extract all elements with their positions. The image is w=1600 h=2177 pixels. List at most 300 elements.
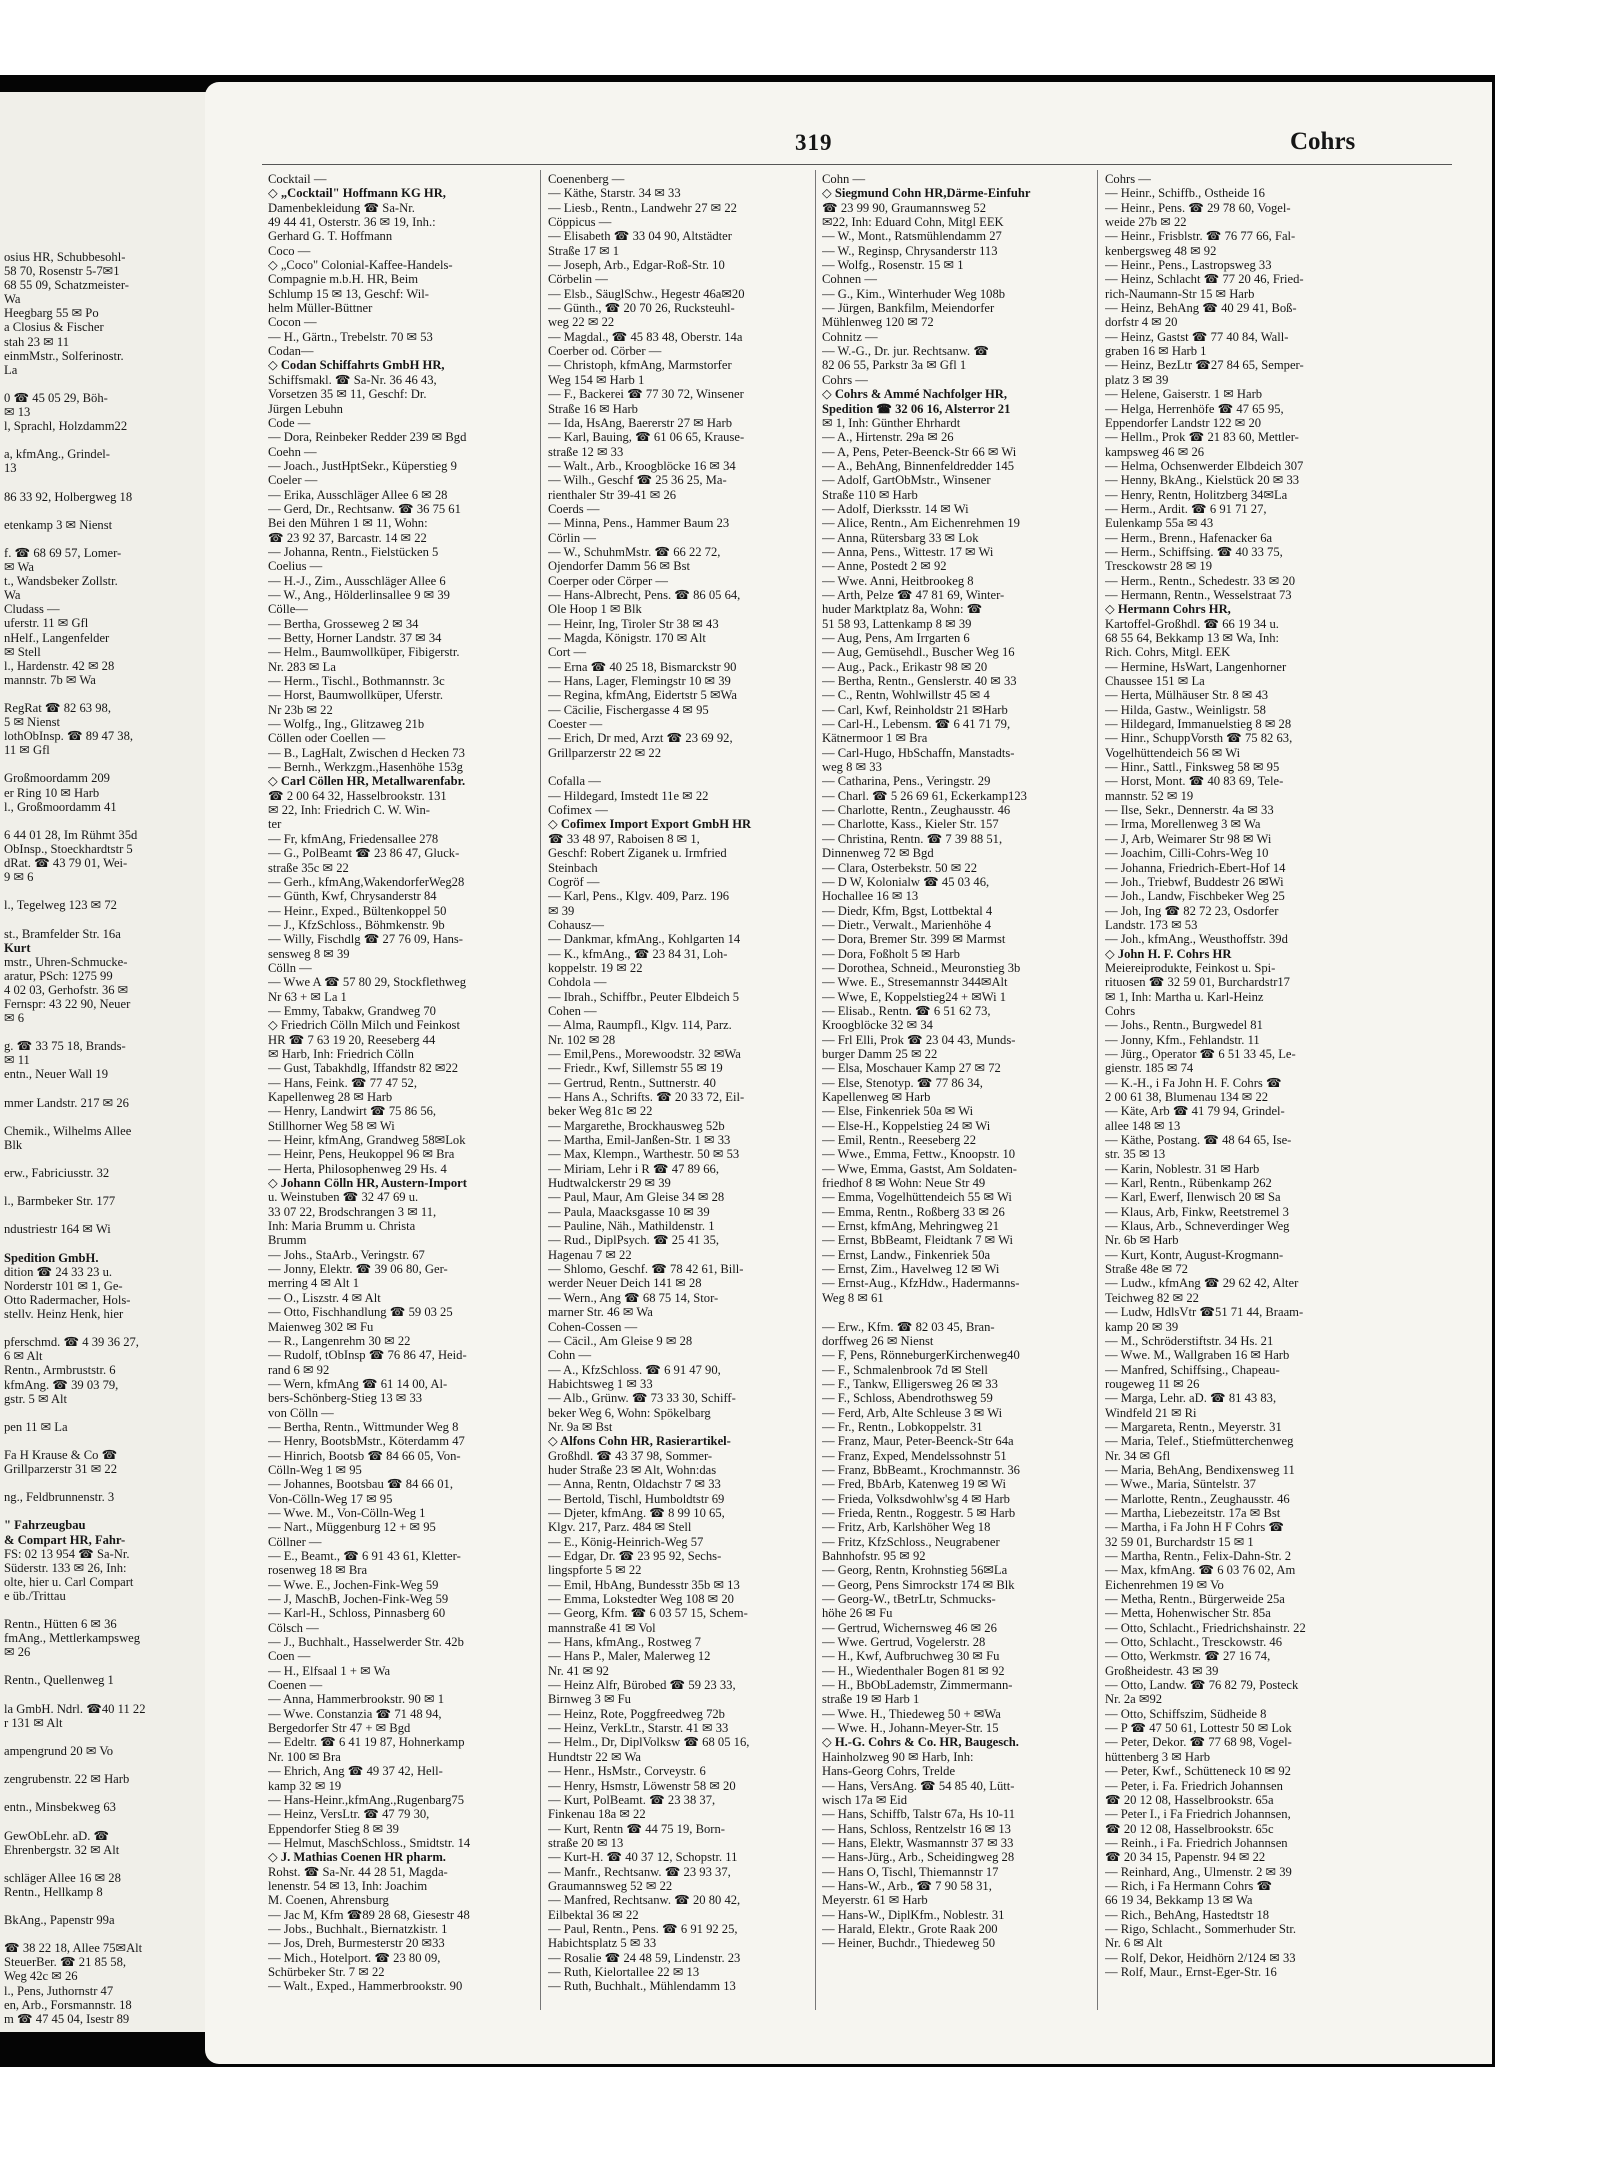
directory-entry-line bbox=[4, 1476, 214, 1490]
directory-entry-line: 51 58 93, Lattenkamp 8 ✉ 39 bbox=[822, 616, 972, 631]
directory-entry-line: — Kurt, Rentn ☎ 44 75 19, Born- bbox=[548, 1821, 725, 1836]
directory-entry-line: ✉ 6 bbox=[4, 1011, 24, 1026]
directory-entry-line: Codan— bbox=[268, 344, 314, 359]
directory-entry-line: Chaussee 151 ✉ La bbox=[1105, 674, 1205, 689]
directory-entry-line: Cölle— bbox=[268, 602, 308, 617]
directory-entry-line bbox=[4, 1237, 214, 1251]
directory-entry-line: Nr. 6 ✉ Alt bbox=[1105, 1936, 1163, 1951]
directory-entry-line: Großmoordamm 209 bbox=[4, 771, 110, 786]
directory-entry-line: — Miriam, Lehr i R ☎ 47 89 66, bbox=[548, 1161, 719, 1176]
directory-entry-line: — Charl. ☎ 5 26 69 61, Eckerkamp123 bbox=[822, 788, 1027, 803]
directory-entry-line: straße 20 ✉ 13 bbox=[548, 1835, 624, 1850]
directory-entry-line: — Jos, Dreh, Burmesterstr 20 ✉33 bbox=[268, 1936, 445, 1951]
directory-entry-line: pen 11 ✉ La bbox=[4, 1419, 68, 1434]
directory-entry-line: hüttenberg 3 ✉ Harb bbox=[1105, 1749, 1211, 1764]
directory-entry-line: — Horst, Mont. ☎ 40 83 69, Tele- bbox=[1105, 774, 1284, 789]
directory-entry-line: — Ehrich, Ang ☎ 49 37 42, Hell- bbox=[268, 1764, 443, 1779]
directory-entry-line bbox=[4, 1730, 214, 1744]
directory-entry-line: Cohrs — bbox=[1105, 172, 1151, 186]
directory-entry-line: — Marga, Lehr. aD. ☎ 81 43 83, bbox=[1105, 1391, 1277, 1406]
directory-entry-line bbox=[4, 1927, 214, 1941]
directory-entry-line: — Hans-W., DiplKfm., Noblestr. 31 bbox=[822, 1907, 1005, 1922]
directory-entry-line: entn., Neuer Wall 19 bbox=[4, 1067, 109, 1082]
directory-entry-line: kenbergsweg 48 ✉ 92 bbox=[1105, 243, 1217, 258]
directory-entry-line: Hochallee 16 ✉ 13 bbox=[822, 889, 919, 904]
directory-entry-line: — Heinz, BezLtr ☎27 84 65, Semper- bbox=[1105, 358, 1304, 373]
directory-entry-line: Hundtstr 22 ✉ Wa bbox=[548, 1749, 641, 1764]
directory-entry-line: — W.-G., Dr. jur. Rechtsanw. ☎ bbox=[822, 344, 990, 359]
directory-entry-line: — Martha, Liebezeitstr. 17a ✉ Bst bbox=[1105, 1505, 1281, 1520]
directory-entry-line: ◇ „Coco" Colonial-Kaffee-Handels- bbox=[268, 258, 453, 273]
directory-entry-line: Habichtsweg 1 ✉ 33 bbox=[548, 1376, 653, 1391]
directory-entry-line: — Joh., Triebwf, Buddestr 26 ✉Wi bbox=[1105, 874, 1284, 889]
directory-entry-line: — Ruth, Kielortallee 22 ✉ 13 bbox=[548, 1964, 700, 1979]
directory-entry-line: Geschf: Robert Ziganek u. Irmfried bbox=[548, 846, 727, 861]
directory-entry-line: — Dora, Foßholt 5 ✉ Harb bbox=[822, 946, 960, 961]
directory-entry-line: 86 33 92, Holbergweg 18 bbox=[4, 489, 133, 504]
directory-entry-line: — Magdal., ☎ 45 83 48, Oberstr. 14a bbox=[548, 329, 743, 344]
directory-entry-line: — Shlomo, Geschf. ☎ 78 42 61, Bill- bbox=[548, 1262, 744, 1277]
directory-entry-line: — Rosalie ☎ 24 48 59, Lindenstr. 23 bbox=[548, 1950, 741, 1965]
directory-entry-line: — Fritz, Arb, Karlshöher Weg 18 bbox=[822, 1520, 991, 1535]
directory-entry-line: — Jürg., Operator ☎ 6 51 33 45, Le- bbox=[1105, 1046, 1296, 1061]
directory-entry-line: — Liesb., Rentn., Landwehr 27 ✉ 22 bbox=[548, 200, 737, 215]
directory-entry-line: Hudtwalckerstr 29 ✉ 39 bbox=[548, 1176, 671, 1191]
directory-entry-line: — Hans, VersAng. ☎ 54 85 40, Lütt- bbox=[822, 1778, 1015, 1793]
directory-entry-line: Coeler — bbox=[268, 473, 318, 488]
directory-entry-line: 6 44 01 28, Im Rühmt 35d bbox=[4, 827, 138, 842]
directory-entry-line: — Ludw, HdlsVtr ☎51 71 44, Braam- bbox=[1105, 1305, 1304, 1320]
directory-entry-line: sensweg 8 ✉ 39 bbox=[268, 946, 350, 961]
directory-entry-line: — Hinr., SchuppVorsth ☎ 75 82 63, bbox=[1105, 731, 1293, 746]
directory-entry-line: dorfstr 4 ✉ 20 bbox=[1105, 315, 1178, 330]
directory-entry-line: — G., PolBeamt ☎ 23 86 47, Gluck- bbox=[268, 846, 460, 861]
directory-entry-line: Landstr. 173 ✉ 53 bbox=[1105, 917, 1198, 932]
directory-entry-line: Cofalla — bbox=[548, 774, 601, 789]
directory-entry-line bbox=[4, 912, 214, 926]
directory-entry-line: — Hermann, Rentn., Wesselstraat 73 bbox=[1105, 587, 1292, 602]
directory-entry-line: rituosen ☎ 32 59 01, Burchardstr17 bbox=[1105, 975, 1290, 990]
directory-entry-line: m ☎ 47 45 04, Isestr 89 bbox=[4, 2011, 130, 2026]
directory-entry-line: — C., Rentn, Wohlwillstr 45 ✉ 4 bbox=[822, 688, 990, 703]
directory-entry-line bbox=[4, 1688, 214, 1702]
directory-entry-line: — Peter, Kwf., Schütteneck 10 ✉ 92 bbox=[1105, 1764, 1291, 1779]
directory-entry-line: Cohrs — bbox=[822, 372, 868, 387]
directory-entry-line: — Dankmar, kfmAng., Kohlgarten 14 bbox=[548, 932, 741, 947]
directory-entry-line: — Wolfg., Rosenstr. 15 ✉ 1 bbox=[822, 258, 964, 273]
directory-entry-line: a, kfmAng., Grindel- bbox=[4, 447, 110, 462]
directory-entry-line: Nr 23b ✉ 22 bbox=[268, 702, 333, 717]
directory-entry-line: friedhof 8 ✉ Wohn: Neue Str 49 bbox=[822, 1176, 986, 1191]
directory-entry-line: — Dorothea, Schneid., Meuronstieg 3b bbox=[822, 960, 1021, 975]
directory-entry-line: — Hilda, Gastw., Weinligstr. 58 bbox=[1105, 702, 1266, 717]
directory-entry-line: e üb./Trittau bbox=[4, 1588, 66, 1603]
directory-entry-line: ◇ Codan Schiffahrts GmbH HR, bbox=[268, 358, 445, 373]
directory-entry-line: lenenstr. 54 ✉ 13, Inh: Joachim bbox=[268, 1878, 428, 1893]
directory-entry-line: Weg 8 ✉ 61 bbox=[822, 1290, 884, 1305]
directory-entry-line: — F., Schloss, Abendrothsweg 59 bbox=[822, 1391, 993, 1406]
directory-entry-line: Maienweg 302 ✉ Fu bbox=[268, 1319, 374, 1334]
directory-entry-line: — Rolf, Maur., Ernst-Eger-Str. 16 bbox=[1105, 1964, 1277, 1979]
directory-entry-line: Rentn., Hellkamp 8 bbox=[4, 1884, 103, 1899]
directory-entry-line: — Christoph, kfmAng, Marmstorfer bbox=[548, 358, 732, 373]
directory-entry-line: Weg 154 ✉ Harb 1 bbox=[548, 372, 645, 387]
directory-entry-line: Nr. 41 ✉ 92 bbox=[548, 1663, 609, 1678]
directory-entry-line: SteuerBer. ☎ 21 85 58, bbox=[4, 1955, 127, 1970]
directory-entry-line: — Rolf, Dekor, Heidhörn 2/124 ✉ 33 bbox=[1105, 1950, 1296, 1965]
directory-entry-line: Schiffsmakl. ☎ Sa-Nr. 36 46 43, bbox=[268, 372, 437, 387]
directory-entry-line: Eppendorfer Stieg 8 ✉ 39 bbox=[268, 1821, 399, 1836]
directory-entry-line: — Ernst, Zim., Havelweg 12 ✉ Wi bbox=[822, 1262, 1000, 1277]
directory-entry-line: — Wwe. Gertrud, Vogelerstr. 28 bbox=[822, 1635, 986, 1650]
directory-entry-line: er Ring 10 ✉ Harb bbox=[4, 785, 100, 800]
directory-entry-line: — Else, Finkenriek 50a ✉ Wi bbox=[822, 1104, 974, 1119]
directory-entry-line: 6 ✉ Alt bbox=[4, 1349, 43, 1364]
directory-entry-line: 13 bbox=[4, 461, 17, 476]
directory-entry-line: — H., Kwf, Aufbruchweg 30 ✉ Fu bbox=[822, 1649, 1000, 1664]
directory-entry-line: Nr. 2a ✉92 bbox=[1105, 1692, 1163, 1707]
directory-entry-line: Nr 63 + ✉ La 1 bbox=[268, 989, 347, 1004]
directory-entry-line: — Karl, Ewerf, Ilenwisch 20 ✉ Sa bbox=[1105, 1190, 1281, 1205]
directory-entry-line: — Frl Elli, Prok ☎ 23 04 43, Munds- bbox=[822, 1032, 1016, 1047]
directory-entry-line: — Adolf, GartObMstr., Winsener bbox=[822, 473, 991, 488]
directory-entry-line: huder Marktplatz 8a, Wohn: ☎ bbox=[822, 602, 983, 617]
directory-entry-line: — Heinr., Pens., Lastropsweg 33 bbox=[1105, 258, 1272, 273]
directory-entry-line bbox=[4, 1110, 214, 1124]
directory-entry-line: Cöllner — bbox=[268, 1534, 322, 1549]
directory-entry-line: — Anna, Hammerbrookstr. 90 ✉ 1 bbox=[268, 1692, 444, 1707]
directory-entry-line: stah 23 ✉ 11 bbox=[4, 334, 70, 349]
directory-entry-line: — Karl, Pens., Klgv. 409, Parz. 196 bbox=[548, 889, 730, 904]
directory-entry-line: — Fr, kfmAng, Friedensallee 278 bbox=[268, 831, 439, 846]
directory-entry-line: — Jobs., Buchhalt., Biernatzkistr. 1 bbox=[268, 1921, 448, 1936]
directory-entry-line: olte, hier u. Carl Compart bbox=[4, 1574, 134, 1589]
directory-entry-line: — Karl-H., Schloss, Pinnasberg 60 bbox=[268, 1606, 446, 1621]
directory-entry-line: — Jonny, Kfm., Fehlandstr. 11 bbox=[1105, 1032, 1260, 1047]
directory-entry-line: Bergedorfer Str 47 + ✉ Bgd bbox=[268, 1721, 411, 1736]
directory-entry-line: Cocon — bbox=[268, 315, 317, 330]
directory-entry-line: — Diedr, Kfm, Bgst, Lottbektal 4 bbox=[822, 903, 993, 918]
directory-entry-line: — Heinr., Exped., Bültenkoppel 50 bbox=[268, 903, 447, 918]
directory-entry-line: Inh: Maria Brumm u. Christa bbox=[268, 1219, 416, 1234]
directory-entry-line: Wa bbox=[4, 588, 21, 603]
directory-entry-line bbox=[4, 1180, 214, 1194]
directory-entry-line: — Peter I., i Fa Friedrich Johannsen, bbox=[1105, 1807, 1291, 1822]
directory-entry-line: Cohnen — bbox=[822, 272, 877, 287]
directory-entry-line: etenkamp 3 ✉ Nienst bbox=[4, 517, 113, 532]
directory-entry-line: — Martha, i Fa John H F Cohrs ☎ bbox=[1105, 1520, 1285, 1535]
directory-entry-line: Rentn., Quellenweg 1 bbox=[4, 1673, 114, 1688]
directory-entry-line: M. Coenen, Ahrensburg bbox=[268, 1893, 389, 1908]
directory-entry-line: — Wwe A ☎ 57 80 29, Stockflethweg bbox=[268, 975, 467, 990]
directory-entry-line: Cöppicus — bbox=[548, 215, 612, 230]
directory-entry-line: — Herta, Mülhäuser Str. 8 ✉ 43 bbox=[1105, 688, 1269, 703]
directory-entry-line: — Heinz, Rote, Poggfreedweg 72b bbox=[548, 1706, 725, 1721]
directory-entry-line: — Helmut, MaschSchloss., Smidtstr. 14 bbox=[268, 1835, 471, 1850]
directory-entry-line: Finkenau 18a ✉ 22 bbox=[548, 1807, 646, 1822]
directory-entry-line: ☎ 33 48 97, Raboisen 8 ✉ 1, bbox=[548, 831, 700, 846]
directory-entry-line: — Käte, Arb ☎ 41 79 94, Grindel- bbox=[1105, 1104, 1285, 1119]
directory-entry-line: — Gertrud, Wichernsweg 46 ✉ 26 bbox=[822, 1620, 997, 1635]
directory-entry-line bbox=[4, 1434, 214, 1448]
directory-entry-line: ◇ Cohrs & Ammé Nachfolger HR, bbox=[822, 387, 1008, 402]
directory-entry-line: Kapellenweg 28 ✉ Harb bbox=[268, 1090, 393, 1104]
directory-entry-line: Cludass — bbox=[4, 602, 60, 617]
directory-entry-line: — Wwe. H., Johann-Meyer-Str. 15 bbox=[822, 1721, 999, 1736]
directory-entry-line: — Heiner, Buchdr., Thiedeweg 50 bbox=[822, 1936, 996, 1951]
directory-entry-line: — Helm., Baumwollküper, Fibigerstr. bbox=[268, 645, 460, 660]
directory-entry-line: — Hans, Schiffb, Talstr 67a, Hs 10-11 bbox=[822, 1807, 1016, 1822]
directory-entry-line: kamp 20 ✉ 39 bbox=[1105, 1319, 1179, 1334]
directory-entry-line: — Franz, Maur, Peter-Beenck-Str 64a bbox=[822, 1434, 1014, 1449]
column-divider bbox=[1097, 170, 1098, 2010]
directory-entry-line: — Anna, Rütersbarg 33 ✉ Lok bbox=[822, 530, 979, 545]
directory-entry-line: Schürbeker Str. 7 ✉ 22 bbox=[268, 1964, 385, 1979]
directory-entry-line: von Cölln — bbox=[268, 1405, 334, 1420]
directory-entry-line: dition ☎ 24 33 23 u. bbox=[4, 1264, 113, 1279]
directory-entry-line: — Bernh., Werkzgm.,Hasenhöhe 153g bbox=[268, 760, 463, 775]
directory-entry-line: ObInsp., Stoeckhardtstr 5 bbox=[4, 841, 133, 856]
directory-entry-line: Eppendorfer Landstr 122 ✉ 20 bbox=[1105, 415, 1262, 430]
directory-entry-line: — Wwe., Emma, Fettw., Knoopstr. 10 bbox=[822, 1147, 1016, 1162]
directory-entry-line: — Carl, Kwf, Reinholdstr 21 ✉Harb bbox=[822, 702, 1008, 717]
directory-entry-line: Stillhorner Weg 58 ✉ Wi bbox=[268, 1118, 395, 1133]
directory-entry-line: — A., BehAng, Binnenfeldredder 145 bbox=[822, 458, 1015, 473]
directory-entry-line: — Heinr, Pens, Heukoppel 96 ✉ Bra bbox=[268, 1147, 455, 1162]
directory-entry-line: ampengrund 20 ✉ Vo bbox=[4, 1743, 114, 1758]
directory-entry-line: — Herm., Rentn., Schedestr. 33 ✉ 20 bbox=[1105, 573, 1295, 588]
directory-entry-line: — Betty, Horner Landstr. 37 ✉ 34 bbox=[268, 631, 442, 645]
directory-entry-line: — Clara, Osterbekstr. 50 ✉ 22 bbox=[822, 860, 978, 875]
directory-entry-line: — E., König-Heinrich-Weg 57 bbox=[548, 1534, 704, 1549]
directory-entry-line: — F., Backerei ☎ 77 30 72, Winsener bbox=[548, 387, 744, 402]
directory-entry-line bbox=[4, 1786, 214, 1800]
directory-entry-line: — Hinrich, Bootsb ☎ 84 66 05, Von- bbox=[268, 1448, 461, 1463]
directory-entry-line: — Helga, Herrenhöfe ☎ 47 65 95, bbox=[1105, 401, 1284, 416]
directory-entry-line: — Heinr., Schiffb., Ostheide 16 bbox=[1105, 186, 1265, 201]
directory-entry-line: — Dietr., Verwalt., Marienhöhe 4 bbox=[822, 917, 992, 932]
directory-entry-line: 0 ☎ 45 05 29, Böh- bbox=[4, 390, 108, 405]
directory-entry-line: — Alb., Grünw. ☎ 73 33 30, Schiff- bbox=[548, 1391, 736, 1406]
directory-entry-line: str. 35 ✉ 13 bbox=[1105, 1147, 1166, 1162]
directory-entry-line: — Carl-Hugo, HbSchaffn, Manstadts- bbox=[822, 745, 1015, 760]
directory-entry-line: — Anne, Postedt 2 ✉ 92 bbox=[822, 559, 947, 574]
directory-entry-line: 68 55 64, Bekkamp 13 ✉ Wa, Inh: bbox=[1105, 631, 1280, 645]
directory-entry-line: — Ernst, kfmAng, Mehringweg 21 bbox=[822, 1219, 999, 1234]
directory-entry-line: Coester — bbox=[548, 717, 603, 732]
directory-entry-line: Jürgen Lebuhn bbox=[268, 401, 343, 416]
directory-entry-line: — Manfr., Rechtsanw. ☎ 23 93 37, bbox=[548, 1864, 731, 1879]
directory-entry-line: Spedition GmbH. bbox=[4, 1250, 99, 1265]
directory-entry-line: — Martha, Rentn., Felix-Dahn-Str. 2 bbox=[1105, 1549, 1292, 1563]
directory-entry-line: Rohst. ☎ Sa-Nr. 44 28 51, Magda- bbox=[268, 1864, 448, 1879]
directory-entry-line bbox=[4, 1208, 214, 1222]
directory-entry-line: — Reinh., i Fa. Friedrich Johannsen bbox=[1105, 1835, 1288, 1850]
directory-entry-line: — Hellm., Prok ☎ 21 83 60, Mettler- bbox=[1105, 430, 1299, 445]
directory-entry-line: l, Sprachl, Holzdamm22 bbox=[4, 419, 128, 434]
directory-entry-line: huder Straße 23 ✉ Alt, Wohn:das bbox=[548, 1462, 717, 1477]
directory-entry-line: Coerper oder Cörper — bbox=[548, 573, 668, 588]
directory-entry-line: Cohn — bbox=[822, 172, 866, 186]
directory-entry-line: ✉ 1, Inh: Günther Ehrhardt bbox=[822, 415, 961, 430]
directory-entry-line: — Paul, Maur, Am Gleise 34 ✉ 28 bbox=[548, 1190, 725, 1205]
directory-entry-line: Cölln — bbox=[268, 960, 312, 975]
directory-entry-line: l., Großmoordamm 41 bbox=[4, 799, 117, 814]
directory-entry-line: — Dora, Reinbeker Redder 239 ✉ Bgd bbox=[268, 430, 467, 445]
directory-entry-line: — Nart., Müggenburg 12 + ✉ 95 bbox=[268, 1520, 436, 1535]
directory-entry-line: allee 148 ✉ 13 bbox=[1105, 1118, 1181, 1133]
directory-entry-line: Straße 17 ✉ 1 bbox=[548, 243, 620, 258]
directory-entry-line: — K., kfmAng., ☎ 23 84 31, Loh- bbox=[548, 946, 728, 961]
directory-entry-line: l., Barmbeker Str. 177 bbox=[4, 1194, 116, 1209]
directory-entry-line: — Edeltr. ☎ 6 41 19 87, Hohnerkamp bbox=[268, 1735, 465, 1750]
directory-entry-line: — Helma, Ochsenwerder Elbdeich 307 bbox=[1105, 458, 1304, 473]
directory-entry-line: ◇ Friedrich Cölln Milch und Feinkost bbox=[268, 1018, 460, 1033]
directory-entry-line: — Henry, Hsmstr, Löwenstr 58 ✉ 20 bbox=[548, 1778, 736, 1793]
directory-entry-line: — Fred, BbArb, Katenweg 19 ✉ Wi bbox=[822, 1477, 1006, 1492]
directory-entry-line: Coerds — bbox=[548, 501, 600, 516]
directory-entry-line: — Heinr, Ing, Tiroler Str 38 ✉ 43 bbox=[548, 616, 719, 631]
directory-entry-line: Kartoffel-Großhdl. ☎ 66 19 34 u. bbox=[1105, 616, 1279, 631]
directory-entry-line bbox=[548, 760, 813, 774]
directory-entry-line: Mühlenweg 120 ✉ 72 bbox=[822, 315, 934, 330]
directory-entry-line: ✉ 22, Inh: Friedrich C. W. Win- bbox=[268, 803, 430, 818]
directory-entry-line: ◇ „Cocktail" Hoffmann KG HR, bbox=[268, 186, 446, 201]
directory-entry-line: ✉ Stell bbox=[4, 644, 41, 659]
directory-entry-line: — Carl-H., Lebensm. ☎ 6 41 71 79, bbox=[822, 717, 1011, 732]
directory-entry-line: Meiereiprodukte, Feinkost u. Spi- bbox=[1105, 960, 1276, 975]
directory-entry-line: — Wolfg., Ing., Glitzaweg 21b bbox=[268, 717, 425, 732]
directory-entry-line: straße 12 ✉ 33 bbox=[548, 444, 624, 459]
directory-entry-line: Cörlin — bbox=[548, 530, 596, 545]
directory-entry-line: Coco — bbox=[268, 243, 311, 258]
directory-entry-line: — Adolf, Dierksstr. 14 ✉ Wi bbox=[822, 501, 969, 516]
directory-entry-line: — Helene, Gaiserstr. 1 ✉ Harb bbox=[1105, 387, 1263, 402]
directory-entry-line: marner Str. 46 ✉ Wa bbox=[548, 1305, 653, 1320]
directory-entry-line: l., Hardenstr. 42 ✉ 28 bbox=[4, 658, 115, 673]
directory-entry-line bbox=[4, 1814, 214, 1828]
directory-entry-line: ◇ Cofimex Import Export GmbH HR bbox=[548, 817, 752, 832]
directory-entry-line: — Hinr., Sattl., Finksweg 58 ✉ 95 bbox=[1105, 760, 1280, 775]
directory-entry-line: kfmAng. ☎ 39 03 79, bbox=[4, 1377, 119, 1392]
directory-entry-line: ☎ 23 99 90, Graumannsweg 52 bbox=[822, 200, 986, 215]
directory-entry-line: — Heinz, Schlacht ☎ 77 20 46, Fried- bbox=[1105, 272, 1304, 287]
directory-entry-line: Compagnie m.b.H. HR, Beim bbox=[268, 272, 419, 287]
directory-entry-line: Dinnenweg 72 ✉ Bgd bbox=[822, 846, 934, 861]
directory-entry-line bbox=[4, 814, 214, 828]
directory-entry-line: — Bertha, Rentn., Wittmunder Weg 8 bbox=[268, 1419, 459, 1434]
directory-entry-line bbox=[4, 1659, 214, 1673]
directory-entry-line: — Hans-Albrecht, Pens. ☎ 86 05 64, bbox=[548, 587, 741, 602]
directory-entry-line: ☎ 20 12 08, Hasselbrookstr. 65a bbox=[1105, 1792, 1274, 1807]
directory-entry-line: — Metha, Rentn., Bürgerweide 25a bbox=[1105, 1592, 1285, 1607]
directory-entry-line: Rentn., Armbruststr. 6 bbox=[4, 1363, 116, 1378]
directory-entry-line: — J, Arb, Weimarer Str 98 ✉ Wi bbox=[1105, 831, 1272, 846]
directory-entry-line bbox=[4, 532, 214, 546]
directory-entry-line: Großheidestr. 43 ✉ 39 bbox=[1105, 1663, 1219, 1678]
directory-entry-line: — Aug., Pack., Erikastr 98 ✉ 20 bbox=[822, 659, 988, 674]
directory-entry-line: — H., Gärtn., Trebelstr. 70 ✉ 53 bbox=[268, 329, 433, 344]
directory-entry-line: — Aug, Gemüsehdl., Buscher Weg 16 bbox=[822, 645, 1015, 660]
directory-entry-line: — Ibrah., Schiffbr., Peuter Elbdeich 5 bbox=[548, 989, 740, 1004]
directory-entry-line: Straße 48e ✉ 72 bbox=[1105, 1262, 1188, 1277]
directory-entry-line: Coerber od. Cörber — bbox=[548, 344, 662, 359]
directory-entry-line: la GmbH. Ndrl. ☎40 11 22 bbox=[4, 1701, 146, 1716]
directory-entry-line: Cohen-Cossen — bbox=[548, 1319, 638, 1334]
directory-entry-line: — F., Schmalenbrook 7d ✉ Stell bbox=[822, 1362, 988, 1377]
directory-entry-line: Fernspr: 43 22 90, Neuer bbox=[4, 996, 131, 1011]
header-rule bbox=[262, 164, 1452, 165]
directory-entry-line: — Hans-Heinr.,kfmAng.,Rugenbarg75 bbox=[268, 1792, 464, 1807]
directory-entry-line: koppelstr. 19 ✉ 22 bbox=[548, 960, 643, 975]
directory-entry-line: — Herm., Brenn., Hafenacker 6a bbox=[1105, 530, 1273, 545]
directory-entry-line: aratur, PSch: 1275 99 bbox=[4, 968, 113, 983]
directory-entry-line: Kroogblöcke 32 ✉ 34 bbox=[822, 1018, 933, 1033]
directory-entry-line: Graumannsweg 52 ✉ 22 bbox=[548, 1878, 673, 1893]
directory-entry-line: — Anna, Pens., Wittestr. 17 ✉ Wi bbox=[822, 544, 994, 559]
directory-entry-line: Ojendorfer Damm 56 ✉ Bst bbox=[548, 559, 691, 574]
directory-entry-line: 4 02 03, Gerhofstr. 36 ✉ bbox=[4, 982, 129, 997]
directory-entry-line: — Johanna, Friedrich-Ebert-Hof 14 bbox=[1105, 860, 1286, 875]
directory-entry-line: — Aug, Pens, Am Irrgarten 6 bbox=[822, 631, 970, 645]
directory-entry-line: — A, Pens, Peter-Beenck-Str 66 ✉ Wi bbox=[822, 444, 1017, 459]
directory-entry-line: — Edgar, Dr. ☎ 23 95 92, Sechs- bbox=[548, 1549, 722, 1563]
directory-entry-line: — W., Mont., Ratsmühlendamm 27 bbox=[822, 229, 1002, 244]
directory-entry-line: Eilbektal 36 ✉ 22 bbox=[548, 1907, 639, 1922]
directory-entry-line: — Joh, Ing ☎ 82 72 23, Osdorfer bbox=[1105, 903, 1279, 918]
directory-entry-line: 9 ✉ 6 bbox=[4, 870, 34, 885]
directory-entry-line: — Heinz, VersLtr. ☎ 47 79 30, bbox=[268, 1807, 430, 1822]
directory-entry-line: fmAng., Mettlerkampsweg bbox=[4, 1631, 141, 1646]
directory-entry-line: — Heinz, Gastst ☎ 77 40 84, Wall- bbox=[1105, 329, 1289, 344]
directory-entry-line bbox=[4, 1321, 214, 1335]
directory-entry-line: — Hans, Elektr, Wasmannstr 37 ✉ 33 bbox=[822, 1835, 1014, 1850]
directory-entry-line: — Heinr., Frisblstr. ☎ 76 77 66, Fal- bbox=[1105, 229, 1296, 244]
directory-entry-line: — Hans O, Tischl, Thiemannstr 17 bbox=[822, 1864, 999, 1879]
page-title: Cohrs bbox=[1290, 128, 1356, 155]
directory-entry-line: — Otto, Fischhandlung ☎ 59 03 25 bbox=[268, 1305, 453, 1320]
directory-entry-line: — Elisab., Rentn. ☎ 6 51 62 73, bbox=[822, 1003, 991, 1018]
directory-entry-line: — Alma, Raumpfl., Klgv. 114, Parz. bbox=[548, 1018, 732, 1033]
directory-entry-line bbox=[4, 1603, 214, 1617]
directory-entry-line: — Helm., Dr, DiplVolksw ☎ 68 05 16, bbox=[548, 1735, 750, 1750]
directory-entry-line: merring 4 ✉ Alt 1 bbox=[268, 1276, 360, 1291]
directory-entry-line: — Hans, Schloss, Rentzelstr 16 ✉ 13 bbox=[822, 1821, 1011, 1836]
directory-entry-line: — A., Hirtenstr. 29a ✉ 26 bbox=[822, 430, 954, 445]
directory-entry-line: — Anna, Rentn, Oldachstr 7 ✉ 33 bbox=[548, 1477, 721, 1492]
directory-entry-line: — Käthe, Postang. ☎ 48 64 65, Ise- bbox=[1105, 1133, 1292, 1148]
directory-entry-line: — Peter, Dekor. ☎ 77 68 98, Vogel- bbox=[1105, 1735, 1292, 1750]
directory-entry-line: HR ☎ 7 63 19 20, Reeseberg 44 bbox=[268, 1032, 436, 1047]
directory-entry-line: — Johannes, Bootsbau ☎ 84 66 01, bbox=[268, 1477, 453, 1492]
directory-entry-line: Cölln-Weg 1 ✉ 95 bbox=[268, 1462, 362, 1477]
directory-entry-line: Bei den Mühren 1 ✉ 11, Wohn: bbox=[268, 516, 428, 531]
directory-entry-line: zengrubenstr. 22 ✉ Harb bbox=[4, 1772, 130, 1787]
directory-entry-line: Birnweg 3 ✉ Fu bbox=[548, 1692, 631, 1707]
directory-entry-line: Habichtsplatz 5 ✉ 33 bbox=[548, 1936, 657, 1951]
directory-entry-line: Hainholzweg 90 ✉ Harb, Inh: bbox=[822, 1749, 974, 1764]
directory-entry-line: st., Bramfelder Str. 16a bbox=[4, 926, 121, 941]
directory-entry-line: — Cäcilie, Fischergasse 4 ✉ 95 bbox=[548, 702, 709, 717]
directory-entry-line: — Willy, Fischdlg ☎ 27 76 09, Hans- bbox=[268, 932, 463, 947]
directory-entry-line: — Ernst, Landw., Finkenriek 50a bbox=[822, 1247, 991, 1262]
directory-entry-line: — Wern., Ang ☎ 68 75 14, Stor- bbox=[548, 1290, 719, 1305]
directory-entry-line: platz 3 ✉ 39 bbox=[1105, 372, 1169, 387]
directory-entry-line: & Compart HR, Fahr- bbox=[4, 1532, 126, 1547]
directory-entry-line bbox=[4, 1504, 214, 1518]
directory-entry-line: Chemik., Wilhelms Allee bbox=[4, 1123, 132, 1138]
directory-entry-line: straße 19 ✉ Harb 1 bbox=[822, 1692, 920, 1707]
